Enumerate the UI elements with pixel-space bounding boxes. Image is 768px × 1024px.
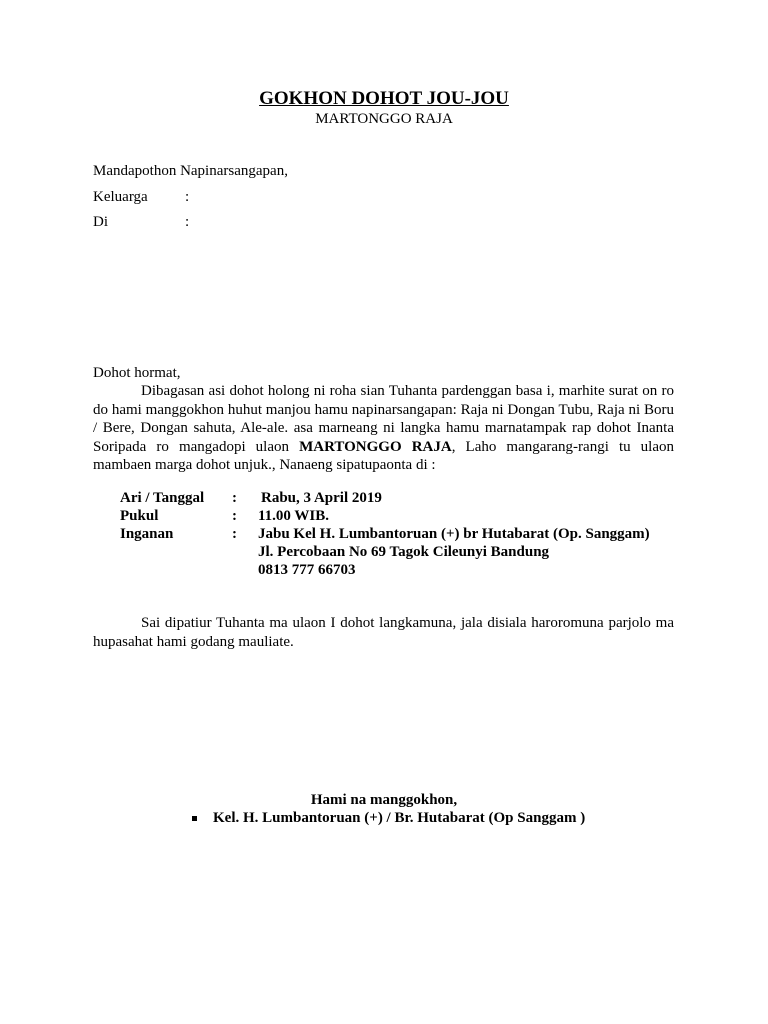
family-colon: : (185, 189, 190, 205)
signature-title: Hami na manggokhon, (310, 792, 458, 808)
place-line-street: Jl. Percobaan No 69 Tagok Cileunyi Bandung (258, 544, 550, 560)
family-row (93, 188, 189, 206)
event-details (120, 489, 650, 579)
family-label: Keluarga (93, 189, 148, 205)
time-value: 11.00 WIB. (258, 508, 329, 524)
body-text-part2: , Laho mangarang-rangi tu ulaon mambaen marga dohot unjuk., Nanaeng sipatupaonta di : (93, 438, 675, 473)
recipient-line: Mandapothon Napinarsangapan, (93, 163, 288, 179)
location-label: Di (93, 214, 108, 230)
place-line-venue: Jabu Kel H. Lumbantoruan (+) br Hutabarat (Op. Sanggam) (258, 526, 650, 542)
event-name-highlight: MARTONGGO RAJA (299, 438, 452, 455)
place-value (258, 525, 650, 579)
signature-line (192, 809, 585, 827)
closing-paragraph: Sai dipatiur Tuhanta ma ulaon I dohot langkamuna, jala disiala haroromuna parjolo ma hupasahat hami godang mauliate. (93, 615, 674, 650)
letter-subtitle: MARTONGGO RAJA (315, 111, 453, 127)
time-colon: : (232, 508, 237, 524)
time-row (120, 507, 650, 525)
location-row (93, 213, 189, 231)
body-paragraph (93, 382, 674, 475)
signature-name: Kel. H. Lumbantoruan (+) / Br. Hutabarat (Op Sanggam ) (213, 810, 586, 826)
time-label: Pukul (120, 508, 159, 524)
place-colon: : (232, 526, 237, 542)
body-text-part1: Dibagasan asi dohot holong ni roha sian Tuhanta pardenggan basa i, marhite surat on ro do hami manggokhon huhut manjou hamu napinarsangapan: Raja ni Dongan Tubu, Raja ni Boru / Bere, Dongan sahuta, Ale-ale. asa marneang ni langka hamu marnatampak rap dohot Inanta Soripada ro mangadopi ulaon (93, 383, 674, 455)
letter-title-text: GOKHON DOHOT JOU-JOU (259, 88, 509, 109)
location-colon: : (185, 214, 190, 230)
letter-title (0, 88, 768, 110)
place-row (120, 525, 650, 579)
bullet-icon (192, 816, 197, 821)
place-line-phone: 0813 777 66703 (258, 562, 356, 578)
date-row (120, 489, 650, 507)
place-label: Inganan (120, 526, 174, 542)
salutation: Dohot hormat, (93, 365, 181, 381)
date-label: Ari / Tanggal (120, 490, 205, 506)
date-value: Rabu, 3 April 2019 (261, 490, 382, 506)
date-colon: : (232, 490, 237, 506)
